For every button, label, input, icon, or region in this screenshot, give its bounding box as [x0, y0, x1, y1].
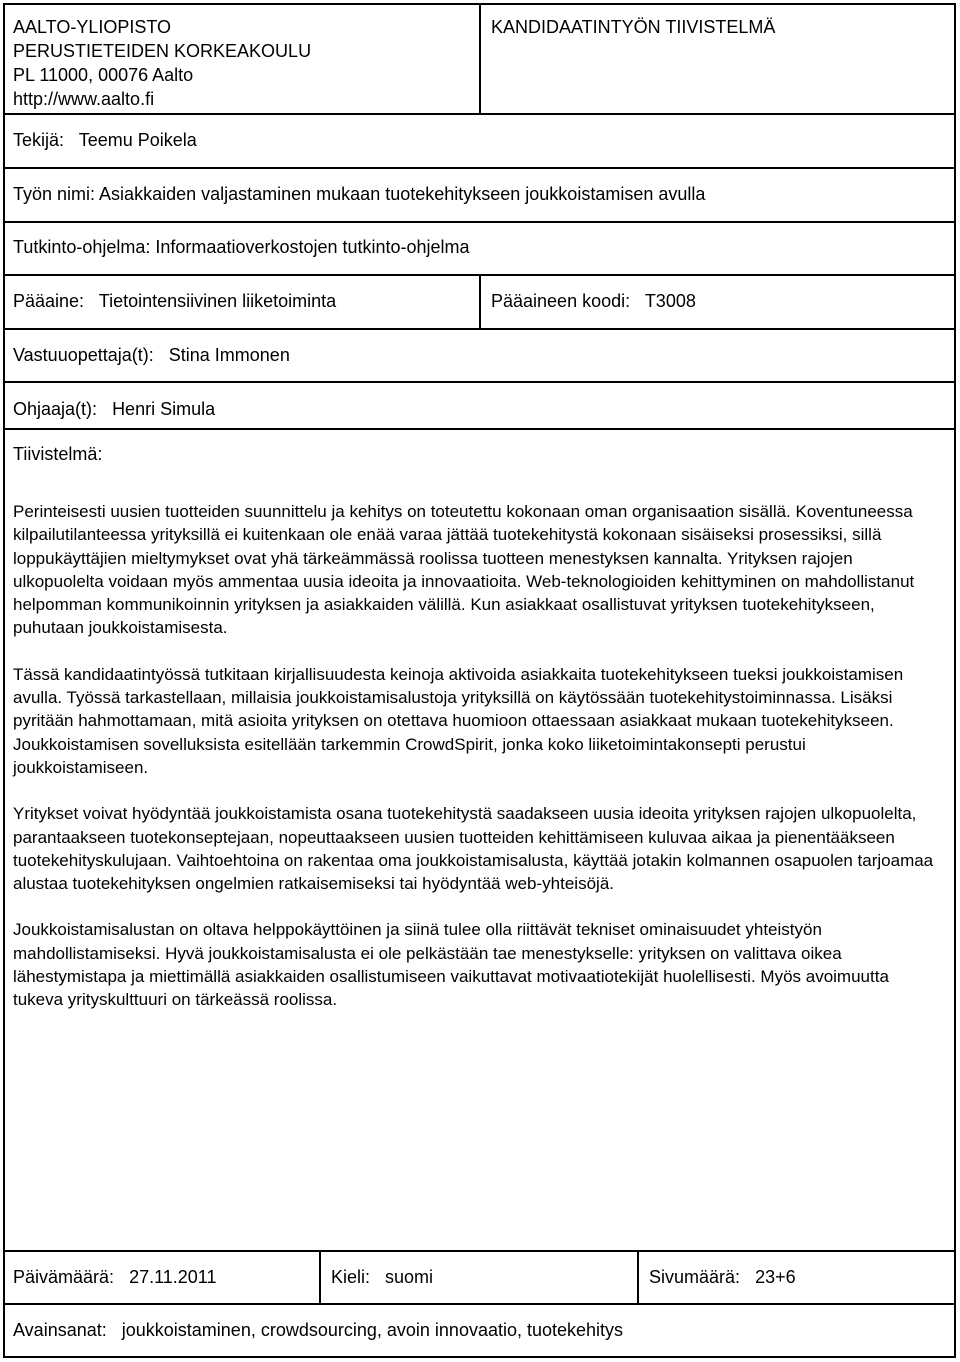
author-label: Tekijä:	[13, 130, 65, 150]
programme-row	[3, 223, 956, 276]
header-row	[3, 3, 956, 115]
abstract-body	[13, 500, 943, 1035]
author-row	[3, 115, 956, 169]
header-left-cell	[3, 3, 481, 113]
pages-label: Sivumäärä:	[649, 1267, 741, 1287]
work-title-value: Asiakkaiden valjastaminen mukaan tuotekehitykseen joukkoistamisen avulla	[99, 184, 706, 204]
programme-value: Informaatioverkostojen tutkinto-ohjelma	[155, 237, 470, 257]
language-cell	[321, 1252, 639, 1303]
meta-row	[3, 1250, 956, 1305]
major-value: Tietointensiivinen liiketoiminta	[98, 291, 337, 311]
instructor-label: Ohjaaja(t):	[13, 399, 98, 419]
abstract-paragraph-1: Perinteisesti uusien tuotteiden suunnittelu ja kehitys on toteutettu kokonaan oman organisaation sisällä. Koventuneessa kilpailutilanteessa yrityksillä ei kuitenkaan ole enää varaa jättää tuotekehitystä kokonaan sisäiseksi prosessiksi, sillä loppukäyttäjien mieltymykset ovat yhä tärkeämmässä roolissa tuotteen menestyksen kannalta. Yrityksen rajojen ulkopuolelta voidaan myös ammentaa uusia ideoita ja innovaatioita. Web-teknologioiden kehittyminen on mahdollistanut helpomman kommunikoinnin yrityksen ja asiakkaiden välillä. Kun asiakkaat osallistuvat yrityksen tuotekehitykseen, puhutaan joukkoistamisesta.	[13, 502, 915, 638]
website-url: http://www.aalto.fi	[13, 89, 155, 109]
university-name: AALTO-YLIOPISTO	[13, 17, 172, 37]
major-code-value: T3008	[644, 291, 696, 311]
author-value: Teemu Poikela	[78, 130, 197, 150]
keywords-value: joukkoistaminen, crowdsourcing, avoin innovaatio, tuotekehitys	[121, 1320, 624, 1340]
supervisor-row	[3, 330, 956, 383]
date-cell	[3, 1252, 321, 1303]
major-code-cell	[481, 276, 956, 328]
pages-value: 23+6	[755, 1267, 796, 1287]
major-cell	[3, 276, 481, 328]
work-title-label: Työn nimi:	[13, 184, 96, 204]
instructor-value: Henri Simula	[112, 399, 216, 419]
language-label: Kieli:	[331, 1267, 371, 1287]
keywords-label: Avainsanat:	[13, 1320, 107, 1340]
header-right-cell	[481, 3, 956, 113]
date-value: 27.11.2011	[129, 1267, 217, 1287]
document-title: KANDIDAATINTYÖN TIIVISTELMÄ	[491, 17, 776, 37]
supervisor-label: Vastuuopettaja(t):	[13, 345, 154, 365]
work-title-row	[3, 169, 956, 223]
supervisor-value: Stina Immonen	[168, 345, 290, 365]
major-row	[3, 276, 956, 330]
programme-label: Tutkinto-ohjelma:	[13, 237, 151, 257]
pages-cell	[639, 1252, 956, 1303]
university-info	[13, 15, 311, 111]
major-code-label: Pääaineen koodi:	[491, 291, 631, 311]
abstract-paragraph-4: Joukkoistamisalustan on oltava helppokäyttöinen ja siinä tulee olla riittävät tekniset ominaisuudet yhteistyön mahdollistamiseksi. Hyvä joukkoistamisalusta ei ole pelkästään tae menestykselle: yrityksen on valittava oikea lähestymistapa ja miettimällä asiakkaiden osallistumiseen vaikuttavat motivaatiotekijät huolellisesti. Myös avoimuutta tukeva yrityskulttuuri on tärkeässä roolissa.	[13, 920, 889, 1010]
keywords-row	[3, 1305, 956, 1358]
instructor-row	[3, 383, 956, 430]
abstract-paragraph-2: Tässä kandidaatintyössä tutkitaan kirjallisuudesta keinoja aktivoida asiakkaita tuotekehitykseen tueksi joukkoistamisen avulla. Työssä tarkastellaan, millaisia joukkoistamisalustoja yrityksillä on käytössään tuotekehitystoiminnassa. Lisäksi pyritään hahmottamaan, mitä asioita yrityksen on otettava huomioon ottaessaan asiakkaat mukaan tuotekehitykseen. Joukkoistamisen sovelluksista esitellään tarkemmin CrowdSpirit, jonka koko liiketoimintakonsepti perustui joukkoistamiseen.	[13, 664, 904, 777]
date-label: Päivämäärä:	[13, 1267, 115, 1287]
major-label: Pääaine:	[13, 291, 85, 311]
abstract-paragraph-3: Yritykset voivat hyödyntää joukkoistamista osana tuotekehitystä saadakseen uusia ideoita yrityksen rajojen ulkopuolelta, parantaakseen tuotekonseptejaan, nopeuttaakseen uusien tuotteiden kehittämiseen kuluvaa aikaa ja pienentääkseen tuotekehityskulujaan. Vaihtoehtoina on rakentaa oma joukkoistamisalusta, käyttää jotakin kolmannen osapuolen tarjoamaa alustaa tuotekehityksen ongelmien ratkaisemiseksi tai hyödyntää web-yhteisöjä.	[13, 804, 934, 894]
abstract-label: Tiivistelmä:	[13, 444, 103, 464]
language-value: suomi	[385, 1267, 434, 1287]
postal-address: PL 11000, 00076 Aalto	[13, 65, 194, 85]
school-name: PERUSTIETEIDEN KORKEAKOULU	[13, 41, 312, 61]
